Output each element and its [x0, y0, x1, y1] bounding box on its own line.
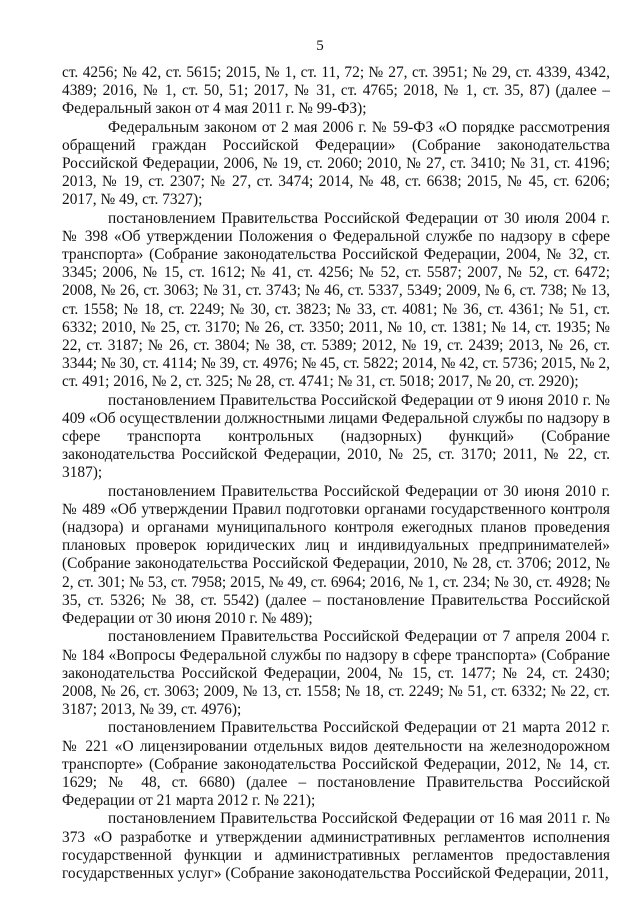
paragraph-federal-law-59: Федеральным законом от 2 мая 2006 г. № 59-ФЗ «О порядке рассмотрения обращений граждан Российской Федерации» (Собрание законодательства Российской Федерации, 2006, № 19, ст. 2060; 2010, № 27, ст. 3410; № 31, ст. 4196; 2013, № 19, ст. 2307; № 27, ст. 3474; 2014, № 48, ст. 6638; 2015, № 45, ст. 6206; 2017, № 49, ст. 7327);	[62, 118, 610, 209]
paragraph-resolution-409: постановлением Правительства Российской Федерации от 9 июня 2010 г. № 409 «Об осуществлении должностными лицами Федеральной службы по надзору в сфере транспорта контрольных (надзорных) функций» (Собрание законодательства Российской Федерации, 2010, № 25, ст. 3170; 2011, № 22, ст. 3187);	[62, 391, 610, 482]
paragraph-resolution-489: постановлением Правительства Российской Федерации от 30 июня 2010 г. № 489 «Об утверждении Правил подготовки органами государственного контроля (надзора) и органами муниципального контроля ежегодных планов проведения плановых проверок юридических лиц и индивидуальных предпринимателей» (Собрание законодательства Российской Федерации, 2010, № 28, ст. 3706; 2012, № 2, ст. 301; № 53, ст. 7958; 2015, № 49, ст. 6964; 2016, № 1, ст. 234; № 30, ст. 4928; № 35, ст. 5326; № 38, ст. 5542) (далее – постановление Правительства Российской Федерации от 30 июня 2010 г. № 489);	[62, 482, 610, 628]
paragraph-continuation: ст. 4256; № 42, ст. 5615; 2015, № 1, ст. 11, 72; № 27, ст. 3951; № 29, ст. 4339, 4342, 4389; 2016, № 1, ст. 50, 51; 2017, № 31, ст. 4765; 2018, № 1, ст. 35, 87) (далее – Федеральный закон от 4 мая 2011 г. № 99-ФЗ);	[62, 64, 610, 118]
paragraph-resolution-398: постановлением Правительства Российской Федерации от 30 июля 2004 г. № 398 «Об утверждении Положения о Федеральной службе по надзору в сфере транспорта» (Собрание законодательства Российской Федерации, 2004, № 32, ст. 3345; 2006, № 15, ст. 1612; № 41, ст. 4256; № 52, ст. 5587; 2007, № 52, ст. 6472; 2008, № 26, ст. 3063; № 31, ст. 3743; № 46, ст. 5337, 5349; 2009, № 6, ст. 738; № 13, ст. 1558; № 18, ст. 2249; № 30, ст. 3823; № 33, ст. 4081; № 36, ст. 4361; № 51, ст. 6332; 2010, № 25, ст. 3170; № 26, ст. 3350; 2011, № 10, ст. 1381; № 14, ст. 1935; № 22, ст. 3187; № 26, ст. 3804; № 38, ст. 5389; 2012, № 19, ст. 2439; 2013, № 26, ст. 3344; № 30, ст. 4114; № 39, ст. 4976; № 45, ст. 5822; 2014, № 42, ст. 5736; 2015, № 2, ст. 491; 2016, № 2, ст. 325; № 28, ст. 4741; № 31, ст. 5018; 2017, № 20, ст. 2920);	[62, 209, 610, 391]
page-number: 5	[316, 38, 324, 54]
paragraph-resolution-221: постановлением Правительства Российской Федерации от 21 марта 2012 г. № 221 «О лицензировании отдельных видов деятельности на железнодорожном транспорте» (Собрание законодательства Российской Федерации, 2012, № 14, ст. 1629; № 48, ст. 6680) (далее – постановление Правительства Российской Федерации от 21 марта 2012 г. № 221);	[62, 719, 610, 810]
document-body	[62, 64, 610, 883]
paragraph-resolution-184: постановлением Правительства Российской Федерации от 7 апреля 2004 г. № 184 «Вопросы Федеральной службы по надзору в сфере транспорта» (Собрание законодательства Российской Федерации, 2004, № 15, ст. 1477; № 24, ст. 2430; 2008, № 26, ст. 3063; 2009, № 13, ст. 1558; № 18, ст. 2249; № 51, ст. 6332; № 22, ст. 3187; 2013, № 39, ст. 4976);	[62, 628, 610, 719]
paragraph-resolution-373: постановлением Правительства Российской Федерации от 16 мая 2011 г. № 373 «О разработке и утверждении административных регламентов исполнения государственной функции и административных регламентов предоставления государственных услуг» (Собрание законодательства Российской Федерации, 2011,	[62, 810, 610, 882]
